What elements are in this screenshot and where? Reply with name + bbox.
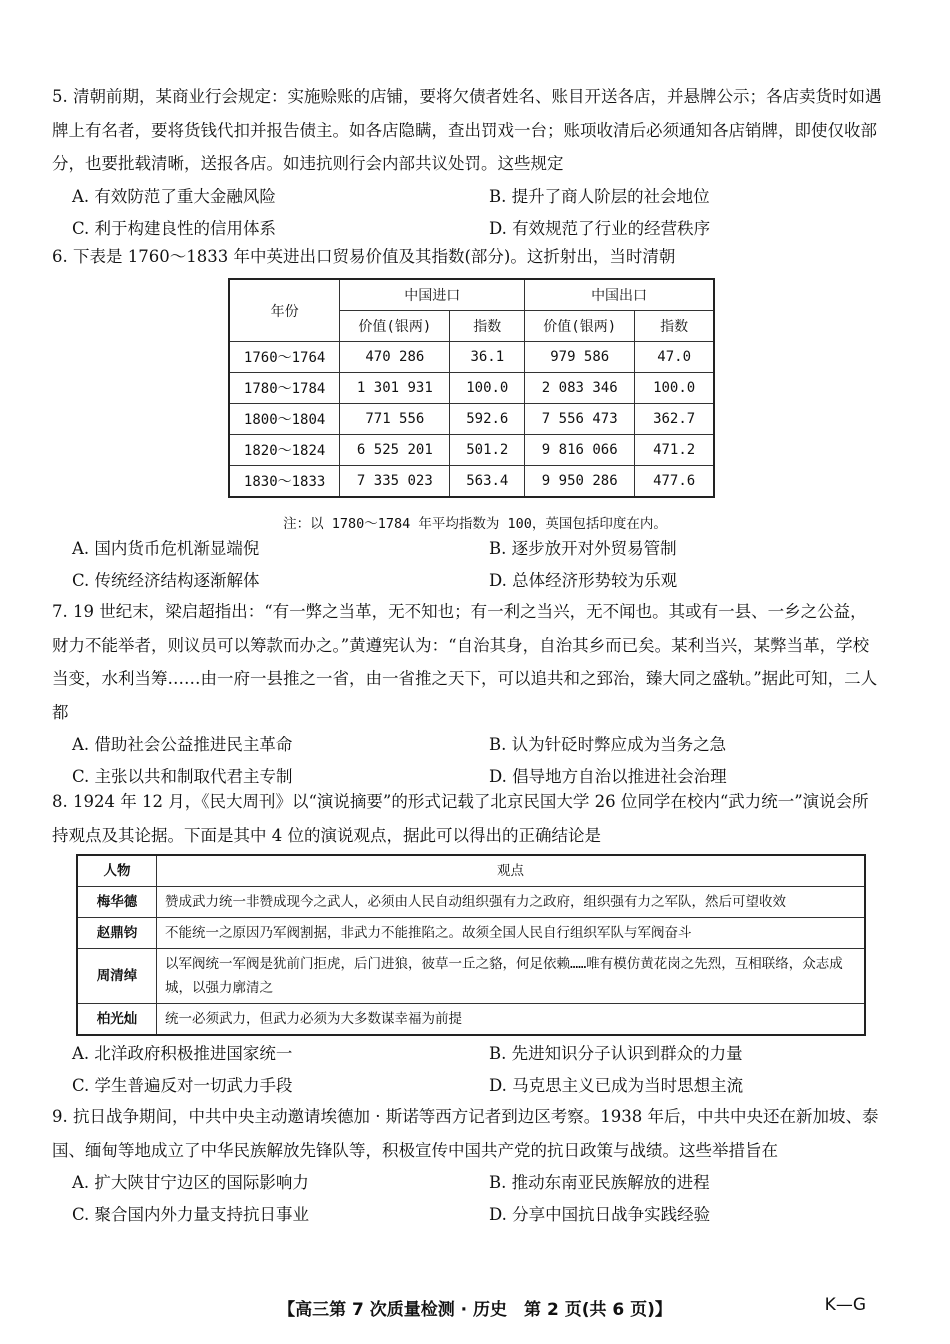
option-b[interactable]: B. 推动东南亚民族解放的进程 xyxy=(489,1173,710,1192)
viewpoint-table xyxy=(76,854,866,1036)
option-a[interactable]: A. 国内货币危机渐显端倪 xyxy=(72,539,260,558)
option-a[interactable]: A. 借助社会公益推进民主革命 xyxy=(72,735,293,754)
cell-export-value: 9 816 066 xyxy=(525,435,635,466)
cell-year: 1800～1804 xyxy=(229,404,340,435)
footer-title: 【高三第 7 次质量检测 · 历史 第 2 页(共 6 页)】 xyxy=(278,1300,672,1320)
table-note: 注：以 1780～1784 年平均指数为 100，英国包括印度在内。 xyxy=(283,516,667,532)
paper-code: K—G xyxy=(824,1295,866,1315)
cell-import-value: 470 286 xyxy=(340,342,450,373)
cell-person: 梅华德 xyxy=(77,887,157,918)
question-stem: 5. 清朝前期，某商业行会规定：实施赊账的店铺，要将欠债者姓名、账目开送各店，并悬牌公示；各店卖货时如遇牌上有名者，要将货钱代扣并报告债主。如各店隐瞒，查出罚戏一台；账项收清后必须通知各店销牌，即使仅收部分，也要批载清晰，送报各店。如违抗则行会内部共议处罚。这些规定 xyxy=(52,87,882,173)
cell-view: 不能统一之原因乃军阀割据，非武力不能推陷之。故须全国人民自行组织军队与军阀奋斗 xyxy=(157,918,866,949)
cell-export-value: 2 083 346 xyxy=(525,373,635,404)
option-d[interactable]: D. 马克思主义已成为当时思想主流 xyxy=(489,1076,744,1095)
header-view: 观点 xyxy=(157,855,866,887)
option-d[interactable]: D. 总体经济形势较为乐观 xyxy=(489,571,678,590)
question-stem: 6. 下表是 1760～1833 年中英进出口贸易价值及其指数(部分)。这折射出，当时清朝 xyxy=(52,247,676,266)
header-export-value: 价值(银两) xyxy=(525,311,635,342)
table-row xyxy=(229,404,714,435)
cell-import-value: 6 525 201 xyxy=(340,435,450,466)
cell-person: 赵鼎钧 xyxy=(77,918,157,949)
options-row-2 xyxy=(52,1199,882,1231)
header-person: 人物 xyxy=(77,855,157,887)
cell-year: 1780～1784 xyxy=(229,373,340,404)
cell-year: 1830～1833 xyxy=(229,466,340,498)
cell-person: 周清绰 xyxy=(77,949,157,1004)
question-6-options xyxy=(52,533,882,597)
cell-year: 1820～1824 xyxy=(229,435,340,466)
question-6 xyxy=(52,240,882,274)
cell-view: 赞成武力统一非赞成现今之武人，必须由人民自动组织强有力之政府，组织强有力之军队，然后可望收效 xyxy=(157,887,866,918)
option-c[interactable]: C. 主张以共和制取代君主专制 xyxy=(72,767,293,786)
table-row xyxy=(229,373,714,404)
cell-year: 1760～1764 xyxy=(229,342,340,373)
cell-import-value: 7 335 023 xyxy=(340,466,450,498)
table-row xyxy=(77,949,865,1004)
cell-view: 统一必须武力，但武力必须为大多数谋幸福为前提 xyxy=(157,1004,866,1036)
table-row xyxy=(229,435,714,466)
cell-import-value: 1 301 931 xyxy=(340,373,450,404)
option-d[interactable]: D. 有效规范了行业的经营秩序 xyxy=(489,218,711,238)
options-row-1 xyxy=(52,1038,882,1070)
table-row xyxy=(77,1004,865,1036)
question-9 xyxy=(52,1100,882,1231)
question-7 xyxy=(52,595,882,793)
option-c[interactable]: C. 传统经济结构逐渐解体 xyxy=(72,571,260,590)
table-row xyxy=(77,887,865,918)
question-stem: 9. 抗日战争期间，中共中央主动邀请埃德加 · 斯诺等西方记者到边区考察。1938 年后，中共中央还在新加坡、泰国、缅甸等地成立了中华民族解放先锋队等，积极宣传中国共产党的抗日政策与战绩。这些举措旨在 xyxy=(52,1107,879,1160)
option-a[interactable]: A. 扩大陕甘宁边区的国际影响力 xyxy=(72,1173,309,1192)
option-c[interactable]: C. 聚合国内外力量支持抗日事业 xyxy=(72,1205,310,1224)
cell-export-value: 979 586 xyxy=(525,342,635,373)
option-b[interactable]: B. 提升了商人阶层的社会地位 xyxy=(489,186,710,206)
option-b[interactable]: B. 先进知识分子认识到群众的力量 xyxy=(489,1044,743,1063)
table-row xyxy=(229,466,714,498)
cell-person: 柏光灿 xyxy=(77,1004,157,1036)
cell-export-value: 7 556 473 xyxy=(525,404,635,435)
cell-export-index: 362.7 xyxy=(635,404,714,435)
options-row-2 xyxy=(52,565,882,597)
option-b[interactable]: B. 认为针砭时弊应成为当务之急 xyxy=(489,735,727,754)
header-year: 年份 xyxy=(229,279,340,342)
options-row-1 xyxy=(52,729,882,761)
question-8-options xyxy=(52,1038,882,1102)
option-a[interactable]: A. 北洋政府积极推进国家统一 xyxy=(72,1044,293,1063)
cell-import-index: 501.2 xyxy=(450,435,525,466)
option-c[interactable]: C. 利于构建良性的信用体系 xyxy=(72,218,277,238)
header-import-value: 价值(银两) xyxy=(340,311,450,342)
cell-import-index: 592.6 xyxy=(450,404,525,435)
table-row xyxy=(77,918,865,949)
cell-import-index: 100.0 xyxy=(450,373,525,404)
option-c[interactable]: C. 学生普遍反对一切武力手段 xyxy=(72,1076,293,1095)
option-a[interactable]: A. 有效防范了重大金融风险 xyxy=(72,186,276,206)
cell-export-index: 477.6 xyxy=(635,466,714,498)
cell-import-value: 771 556 xyxy=(340,404,450,435)
cell-export-index: 471.2 xyxy=(635,435,714,466)
cell-export-index: 47.0 xyxy=(635,342,714,373)
option-d[interactable]: D. 分享中国抗日战争实践经验 xyxy=(489,1205,711,1224)
question-8 xyxy=(52,785,882,852)
header-export: 中国出口 xyxy=(525,279,714,311)
cell-import-index: 36.1 xyxy=(450,342,525,373)
options-row-1 xyxy=(52,533,882,565)
header-import-index: 指数 xyxy=(450,311,525,342)
options-row-2 xyxy=(52,1070,882,1102)
table-row xyxy=(229,342,714,373)
option-d[interactable]: D. 倡导地方自治以推进社会治理 xyxy=(489,767,727,786)
question-stem: 8. 1924 年 12 月，《民大周刊》以“演说摘要”的形式记载了北京民国大学 26 位同学在校内“武力统一”演说会所持观点及其论据。下面是其中 4 位的演说观点，据此可以得出的正确结论是 xyxy=(52,792,869,845)
question-stem: 7. 19 世纪末，梁启超指出：“有一弊之当革，无不知也；有一利之当兴，无不闻也。其或有一县、一乡之公益，财力不能举者，则议员可以筹款而办之。”黄遵宪认为：“自治其身，自治其乡而已矣。某利当兴，某弊当革，学校当变，水利当筹……由一府一县推之一省，由一省推之天下，可以追共和之郅治，臻大同之盛轨。”据此可知，二人都 xyxy=(52,602,878,722)
options-row-1 xyxy=(52,1167,882,1199)
cell-export-value: 9 950 286 xyxy=(525,466,635,498)
header-import: 中国进口 xyxy=(340,279,525,311)
cell-view: 以军阀统一军阀是犹前门拒虎，后门进狼，彼草一丘之貉，何足依赖……唯有模仿黄花岗之先烈，互相联络，众志成城，以强力廓清之 xyxy=(157,949,866,1004)
trade-table xyxy=(228,278,715,498)
option-b[interactable]: B. 逐步放开对外贸易管制 xyxy=(489,539,677,558)
question-5 xyxy=(52,80,882,245)
options-row-1 xyxy=(52,181,882,213)
cell-export-index: 100.0 xyxy=(635,373,714,404)
header-export-index: 指数 xyxy=(635,311,714,342)
cell-import-index: 563.4 xyxy=(450,466,525,498)
